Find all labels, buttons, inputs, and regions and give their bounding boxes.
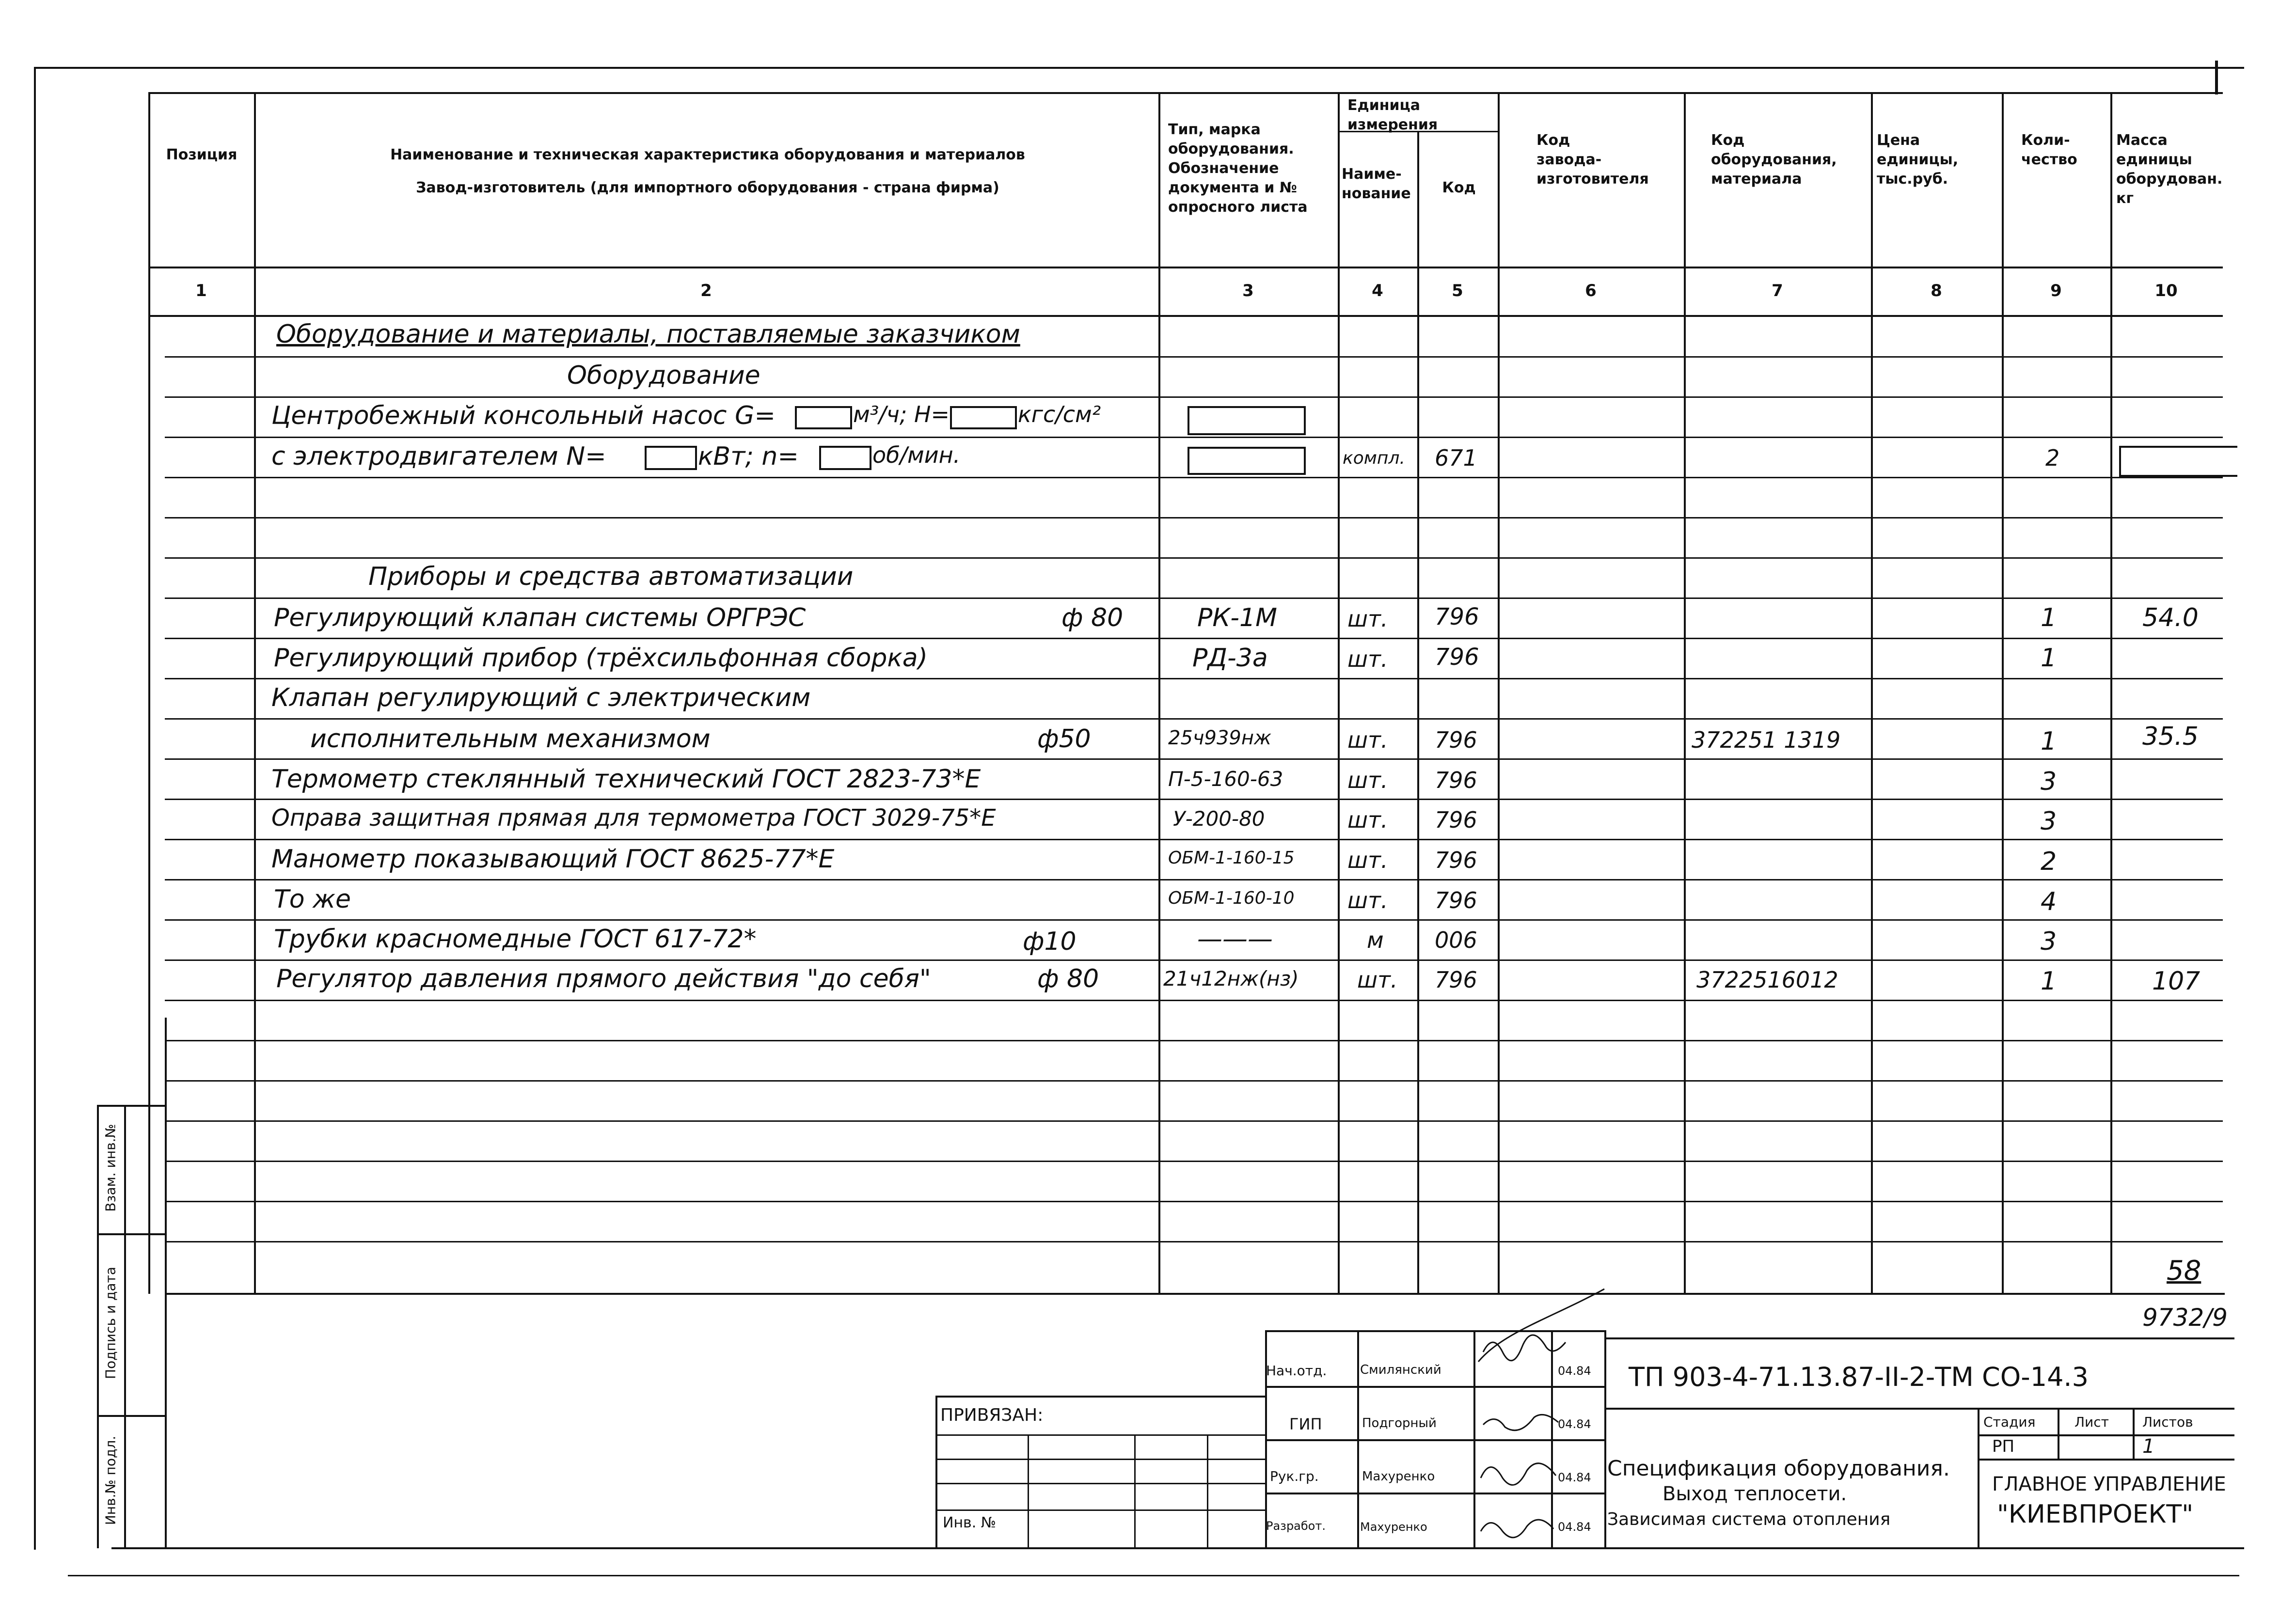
row2-name-a: Центробежный консольный насос G= — [271, 401, 776, 430]
col-line-6 — [1684, 92, 1686, 1294]
row15-type: ——— — [1197, 925, 1273, 954]
org-line-1: ГЛАВНОЕ УПРАВЛЕНИЕ — [1992, 1473, 2226, 1495]
row-line — [165, 517, 2223, 519]
inv-label: Инв. № — [943, 1514, 997, 1531]
row-line — [165, 758, 2223, 760]
row10-unit: шт. — [1347, 727, 1388, 753]
row3-name-c: об/мин. — [872, 442, 961, 468]
header-type-l3: Обозначение — [1168, 160, 1279, 177]
row-line — [165, 597, 2223, 599]
row0-name: Оборудование и материалы, поставляемые заказчиком — [276, 320, 1020, 349]
header-unit-name — [1342, 165, 1414, 204]
colnum-6: 6 — [1585, 281, 1597, 300]
row-line — [165, 678, 2223, 679]
row-line — [165, 477, 2223, 478]
row7-name: Регулирующий клапан системы ОРГРЭС — [274, 603, 806, 632]
sheets-label: Листов — [2142, 1414, 2193, 1430]
role-0-date: 04.84 — [1558, 1364, 1591, 1378]
colnum-5: 5 — [1452, 281, 1463, 300]
row16-code: 796 — [1435, 967, 1477, 993]
row3-name-b: кВт; n= — [698, 442, 799, 471]
numbers-bottom — [148, 315, 2223, 317]
header-type-l5: опросного листа — [1168, 199, 1308, 216]
stamp-line-left — [97, 1105, 99, 1548]
row12-qty: 3 — [2041, 807, 2057, 836]
row3-blank-n — [645, 446, 697, 470]
tb-v-sheets — [2133, 1408, 2135, 1459]
col-line-3 — [1338, 92, 1340, 1294]
row7-qty: 1 — [2041, 603, 2057, 632]
row2-name-b: м³/ч; H= — [853, 401, 950, 427]
stamp-h2 — [97, 1233, 165, 1235]
header-unit-name-l1: Наиме- — [1342, 166, 1402, 183]
tied-row2 — [935, 1459, 1265, 1460]
stamp-original-inv: Инв.№ подл. — [102, 1435, 119, 1525]
row-line — [165, 437, 2223, 438]
row8-name: Регулирующий прибор (трёхсильфонная сборка) — [274, 644, 928, 673]
header-eq-l3: материала — [1711, 171, 1802, 188]
frame-right-mark — [2215, 61, 2218, 94]
col-line-1 — [254, 92, 256, 1294]
row15-dn: ф10 — [1023, 927, 1077, 956]
stage-value: РП — [1992, 1437, 2015, 1456]
frame-top — [34, 67, 2244, 69]
row14-name: То же — [274, 885, 351, 914]
row-line — [165, 557, 2223, 559]
row10-qty: 1 — [2041, 727, 2057, 756]
col-line-9 — [2110, 92, 2112, 1294]
row14-qty: 4 — [2041, 887, 2057, 916]
row8-unit: шт. — [1347, 646, 1388, 672]
row1-name: Оборудование — [567, 361, 760, 390]
frame-left — [34, 67, 36, 1550]
col-line-4 — [1417, 131, 1419, 1294]
colnum-4: 4 — [1372, 281, 1383, 300]
tied-row4 — [935, 1509, 1265, 1511]
header-type-l1: Тип, марка — [1168, 121, 1261, 138]
row11-unit: шт. — [1347, 767, 1388, 793]
role-1: ГИП — [1289, 1415, 1322, 1433]
stage-label: Стадия — [1983, 1414, 2036, 1430]
stamp-signature-date: Подпись и дата — [102, 1267, 119, 1379]
page-number: 58 — [2167, 1255, 2201, 1287]
role-3-date: 04.84 — [1558, 1520, 1591, 1534]
signature-leader — [1478, 1289, 1604, 1362]
row-line — [165, 959, 2223, 961]
row3-mass-blank — [2119, 446, 2237, 477]
row12-name: Оправа защитная прямая для термометра ГОСТ 3029-75*Е — [271, 804, 996, 832]
tb-v-sheet — [2058, 1408, 2059, 1459]
role-2: Рук.гр. — [1270, 1468, 1319, 1484]
row13-type: ОБМ-1-160-15 — [1168, 848, 1295, 868]
header-unit-l1: Единица — [1347, 97, 1420, 114]
frame-bottom — [111, 1547, 2244, 1549]
row-line — [165, 1040, 2223, 1041]
header-mass-l3: оборудован. — [2116, 171, 2223, 188]
header-price-l3: тыс.руб. — [1877, 171, 1948, 188]
role-0-name: Смилянский — [1360, 1363, 1441, 1377]
signature-0 — [1483, 1335, 1566, 1361]
org-line-2: "КИЕВПРОЕКТ" — [1997, 1500, 2194, 1529]
row-line — [165, 1000, 2223, 1001]
row-line — [165, 1080, 2223, 1082]
row16-dn: ф 80 — [1037, 964, 1099, 993]
header-type-l4: документа и № — [1168, 179, 1297, 196]
tb-top-right — [1604, 1337, 2234, 1339]
row16-type: 21ч12нж(нз) — [1163, 967, 1299, 990]
col-line-7 — [1871, 92, 1873, 1294]
row-line — [165, 879, 2223, 880]
row16-qty: 1 — [2041, 967, 2057, 996]
stamp-replace-inv: Взам. инв.№ — [102, 1124, 119, 1212]
signature-3 — [1481, 1520, 1553, 1538]
row-line — [165, 1241, 2223, 1242]
header-price-l1: Цена — [1877, 132, 1920, 149]
row11-type: П-5-160-63 — [1168, 767, 1283, 791]
colnum-8: 8 — [1931, 281, 1942, 300]
col-line-5 — [1498, 92, 1500, 1294]
row13-unit: шт. — [1347, 847, 1388, 873]
header-mass — [2116, 131, 2223, 208]
row7-unit: шт. — [1347, 606, 1388, 632]
row13-qty: 2 — [2041, 847, 2057, 876]
header-eq-l1: Код — [1711, 132, 1745, 149]
role-3-name: Махуренко — [1360, 1520, 1427, 1534]
row11-code: 796 — [1435, 767, 1477, 793]
row10-dn: ф50 — [1037, 724, 1091, 754]
tied-v2 — [1134, 1434, 1136, 1548]
row-line — [165, 1201, 2223, 1202]
frame-bottom-cut — [68, 1575, 2239, 1576]
row11-qty: 3 — [2041, 767, 2057, 796]
row7-type: РК-1М — [1197, 603, 1277, 632]
row8-type: РД-3а — [1192, 644, 1268, 673]
row12-code: 796 — [1435, 807, 1477, 833]
sheet-label: Лист — [2074, 1414, 2109, 1430]
role-0: Нач.отд. — [1266, 1363, 1327, 1379]
signature-scribbles — [1473, 1279, 1619, 1551]
row10-code: 796 — [1435, 727, 1477, 753]
header-bottom — [148, 267, 2223, 268]
row15-name: Трубки красномедные ГОСТ 617-72* — [274, 925, 757, 954]
doc-code: ТП 903-4-71.13.87-II-2-ТМ СО-14.3 — [1629, 1362, 2089, 1392]
row10-name: исполнительным механизмом — [310, 724, 711, 754]
row16-unit: шт. — [1357, 967, 1398, 993]
row7-dn: ф 80 — [1061, 603, 1124, 632]
row2-type-blank — [1188, 406, 1306, 435]
tied-label: ПРИВЯЗАН: — [940, 1405, 1044, 1425]
row11-name: Термометр стеклянный технический ГОСТ 2823-73*Е — [271, 765, 981, 794]
row14-unit: шт. — [1347, 887, 1388, 913]
row6-name: Приборы и средства автоматизации — [368, 562, 854, 591]
header-price-l2: единицы, — [1877, 151, 1959, 168]
header-unit-l2: измерения — [1347, 116, 1438, 133]
row-line — [165, 919, 2223, 921]
row-line — [165, 718, 2223, 720]
row3-code: 671 — [1435, 445, 1477, 471]
tb-v-stage — [1978, 1408, 1979, 1548]
row7-code: 796 — [1435, 603, 1479, 630]
title-line-1: Спецификация оборудования. — [1607, 1456, 1950, 1481]
header-unit-code: Код — [1442, 179, 1476, 196]
row-line — [165, 356, 2223, 358]
row8-code: 796 — [1435, 644, 1479, 671]
row-line — [165, 839, 2223, 840]
col-line-8 — [2002, 92, 2004, 1294]
role-2-name: Махуренко — [1362, 1469, 1435, 1484]
tied-v3 — [1207, 1434, 1208, 1548]
row10-eqcode: 372251 1319 — [1692, 727, 1841, 753]
sheet-value: 1 — [2142, 1435, 2155, 1458]
row-line — [165, 1161, 2223, 1162]
row3-unit: компл. — [1343, 448, 1405, 468]
header-position: Позиция — [166, 146, 238, 163]
tied-left — [935, 1396, 937, 1548]
signature-2 — [1481, 1463, 1556, 1485]
stamp-h3 — [97, 1415, 165, 1417]
stamp-h1 — [97, 1105, 165, 1107]
colnum-3: 3 — [1242, 281, 1254, 300]
tb-stage-sep1 — [1978, 1434, 2234, 1436]
row14-code: 796 — [1435, 887, 1477, 913]
stamp-line-mid — [124, 1105, 126, 1548]
stamp-line-right — [165, 1018, 167, 1548]
header-eq-l2: оборудования, — [1711, 151, 1837, 168]
row14-type: ОБМ-1-160-10 — [1168, 888, 1295, 908]
title-line-3: Зависимая система отопления — [1607, 1509, 1891, 1529]
tied-top — [935, 1396, 1265, 1398]
colnum-1: 1 — [195, 281, 207, 300]
header-mass-l2: единицы — [2116, 151, 2192, 168]
header-type-l2: оборудования. — [1168, 141, 1294, 157]
header-top — [148, 92, 2223, 94]
row9-name: Клапан регулирующий с электрическим — [271, 683, 811, 712]
row15-qty: 3 — [2041, 927, 2057, 956]
signature-1 — [1483, 1414, 1558, 1430]
colnum-7: 7 — [1772, 281, 1783, 300]
tied-v1 — [1028, 1434, 1029, 1548]
row3-qty: 2 — [2045, 445, 2060, 471]
row12-unit: шт. — [1347, 807, 1388, 833]
colnum-2: 2 — [700, 281, 712, 300]
row13-code: 796 — [1435, 847, 1477, 873]
role-2-date: 04.84 — [1558, 1471, 1591, 1484]
row-line — [165, 799, 2223, 800]
row16-mass: 107 — [2152, 967, 2201, 996]
title-line-2: Выход теплосети. — [1663, 1483, 1847, 1505]
tb-title-sep — [1604, 1408, 2234, 1410]
col-line-0 — [148, 92, 150, 1294]
colnum-10: 10 — [2154, 281, 2178, 300]
header-factory-l2: завода- — [1536, 151, 1602, 168]
col-line-2 — [1158, 92, 1160, 1294]
row-line — [165, 396, 2223, 398]
row15-unit: м — [1367, 927, 1384, 953]
row2-blank-h — [950, 406, 1017, 429]
row10-mass: 35.5 — [2142, 722, 2199, 751]
row8-qty: 1 — [2041, 644, 2057, 673]
header-price — [1877, 131, 1998, 189]
table-end-line — [165, 1293, 2225, 1295]
row3-blank-rpm — [819, 446, 871, 470]
row7-mass: 54.0 — [2142, 603, 2199, 632]
header-name-line2: Завод-изготовитель (для импортного оборудования - страна фирма) — [416, 179, 999, 196]
row-line — [165, 638, 2223, 639]
row15-code: 006 — [1435, 927, 1477, 953]
header-qty-l1: Коли- — [2021, 132, 2070, 149]
header-mass-l1: Масса — [2116, 132, 2168, 149]
role-1-name: Подгорный — [1362, 1416, 1437, 1430]
sheet-ref: 9732/9 — [2142, 1304, 2228, 1332]
tied-row1 — [935, 1434, 1265, 1436]
header-qty-l2: чество — [2021, 151, 2077, 168]
row16-eqcode: 3722516012 — [1696, 967, 1838, 993]
role-3: Разработ. — [1266, 1519, 1326, 1533]
header-factory-code — [1536, 131, 1682, 189]
row3-name-a: с электродвигателем N= — [271, 442, 606, 471]
tied-row3 — [935, 1483, 1265, 1484]
row10-type: 25ч939нж — [1168, 727, 1272, 749]
row12-type: У-200-80 — [1173, 807, 1265, 831]
header-unit-group — [1347, 96, 1493, 135]
header-mass-l4: кг — [2116, 190, 2134, 207]
header-factory-l3: изготовителя — [1536, 171, 1649, 188]
row13-name: Манометр показывающий ГОСТ 8625-77*Е — [271, 845, 835, 874]
role-1-date: 04.84 — [1558, 1417, 1591, 1431]
tb-stage-sep2 — [1978, 1459, 2234, 1461]
header-equipment-code — [1711, 131, 1866, 189]
row-line — [165, 1120, 2223, 1122]
header-unit-name-l2: нование — [1342, 185, 1411, 202]
colnum-9: 9 — [2050, 281, 2062, 300]
row2-blank-g — [795, 406, 852, 429]
row16-name: Регулятор давления прямого действия "до себя" — [276, 964, 931, 993]
header-factory-l1: Код — [1536, 132, 1570, 149]
row2-name-c: кгс/см² — [1018, 401, 1101, 427]
header-name-line1: Наименование и техническая характеристика оборудования и материалов — [390, 146, 1025, 163]
header-qty — [2021, 131, 2108, 170]
header-type — [1168, 120, 1333, 217]
row3-type-blank — [1188, 447, 1306, 475]
